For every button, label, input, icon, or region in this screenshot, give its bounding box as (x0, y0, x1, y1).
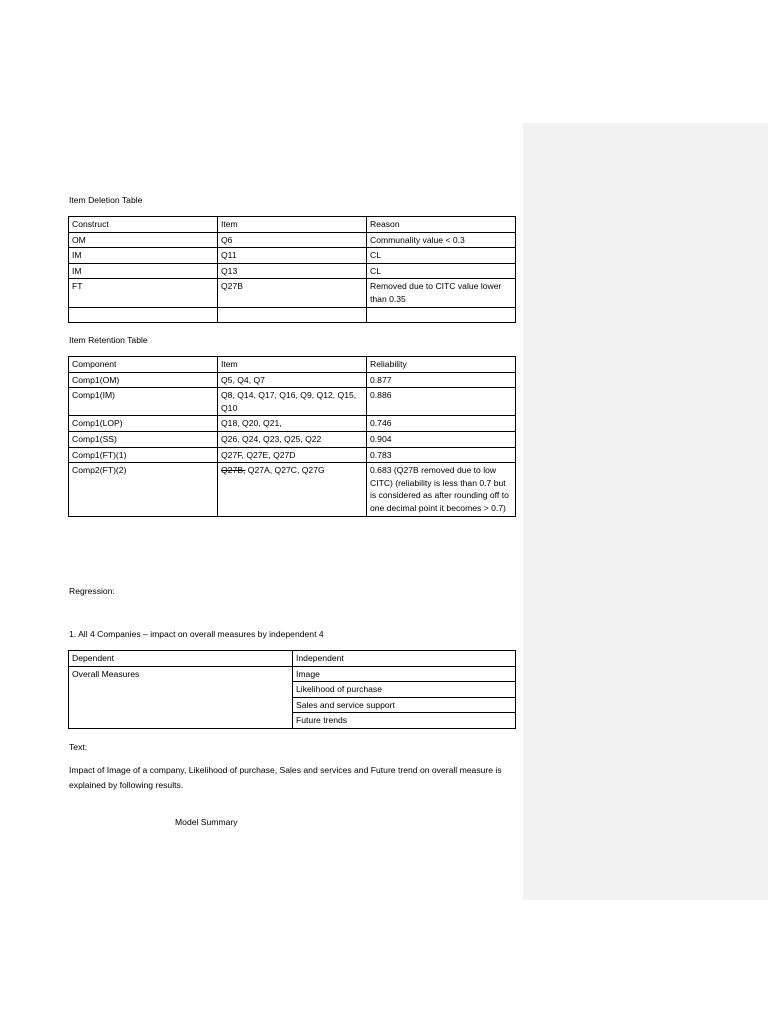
cell: 0.904 (367, 431, 516, 447)
cell-item-with-deletion (218, 463, 367, 516)
model-summary-title: Model Summary (175, 817, 238, 827)
cell: Q11 (218, 248, 367, 264)
table-row (69, 463, 516, 516)
cell: IM (69, 263, 218, 279)
header-item: Item (218, 357, 367, 373)
cell-independent: Sales and service support (293, 697, 516, 713)
cell (367, 307, 516, 322)
cell: FT (69, 279, 218, 307)
table-row (69, 431, 516, 447)
header-item: Item (218, 217, 367, 233)
table-header-row (69, 357, 516, 373)
cell: Removed due to CITC value lower than 0.35 (367, 279, 516, 307)
cell: Comp1(OM) (69, 372, 218, 388)
cell: Communality value < 0.3 (367, 232, 516, 248)
cell: Comp2(FT)(2) (69, 463, 218, 516)
cell: 0.683 (Q27B removed due to low CITC) (reliability is less than 0.7 but is considered as after rounding off to one decimal point it becomes > 0.7) (367, 463, 516, 516)
header-independent: Independent (293, 651, 516, 667)
deleted-item: Q27B, (221, 465, 246, 476)
cell: 0.886 (367, 388, 516, 416)
cell (69, 307, 218, 322)
header-construct: Construct (69, 217, 218, 233)
cell: Q6 (218, 232, 367, 248)
table-row (69, 279, 516, 307)
header-reason: Reason (367, 217, 516, 233)
text-label: Text: (69, 742, 88, 752)
cell: Q5, Q4, Q7 (218, 372, 367, 388)
cell: IM (69, 248, 218, 264)
retention-table-title: Item Retention Table (69, 335, 148, 345)
cell-dependent: Overall Measures (69, 666, 293, 728)
table-header-row (69, 651, 516, 667)
cell: 0.877 (367, 372, 516, 388)
cell (218, 307, 367, 322)
table-row (69, 263, 516, 279)
cell-independent: Future trends (293, 713, 516, 729)
cell: Q8, Q14, Q17, Q16, Q9, Q12, Q15, Q10 (218, 388, 367, 416)
header-dependent: Dependent (69, 651, 293, 667)
cell: CL (367, 248, 516, 264)
header-component: Component (69, 357, 218, 373)
comment-pane (523, 123, 768, 900)
cell: Q13 (218, 263, 367, 279)
cell: Comp1(LOP) (69, 416, 218, 432)
header-reliability: Reliability (367, 357, 516, 373)
table-row (69, 372, 516, 388)
table-row (69, 416, 516, 432)
table-row (69, 388, 516, 416)
table-row (69, 447, 516, 463)
cell: Q18, Q20, Q21, (218, 416, 367, 432)
retention-table (68, 356, 516, 517)
table-row (69, 248, 516, 264)
table-row (69, 232, 516, 248)
cell: 0.783 (367, 447, 516, 463)
table-row-empty (69, 307, 516, 322)
deletion-table (68, 216, 516, 323)
cell: OM (69, 232, 218, 248)
table-row (69, 666, 516, 682)
regression-item-1: 1. All 4 Companies – impact on overall measures by independent 4 (69, 629, 324, 639)
cell-independent: Image (293, 666, 516, 682)
cell: 0.746 (367, 416, 516, 432)
deletion-table-title: Item Deletion Table (69, 195, 143, 205)
cell: Comp1(IM) (69, 388, 218, 416)
cell: Q27B (218, 279, 367, 307)
regression-heading: Regression: (69, 586, 115, 596)
cell: Comp1(FT)(1) (69, 447, 218, 463)
cell: CL (367, 263, 516, 279)
cell-independent: Likelihood of purchase (293, 682, 516, 698)
cell: Q26, Q24, Q23, Q25, Q22 (218, 431, 367, 447)
body-paragraph: Impact of Image of a company, Likelihood of purchase, Sales and services and Future trend on overall measure is explained by following results. (69, 765, 502, 790)
remaining-items: Q27A, Q27C, Q27G (247, 465, 325, 476)
table-header-row (69, 217, 516, 233)
regression-table (68, 650, 516, 729)
cell: Comp1(SS) (69, 431, 218, 447)
cell: Q27F, Q27E, Q27D (218, 447, 367, 463)
